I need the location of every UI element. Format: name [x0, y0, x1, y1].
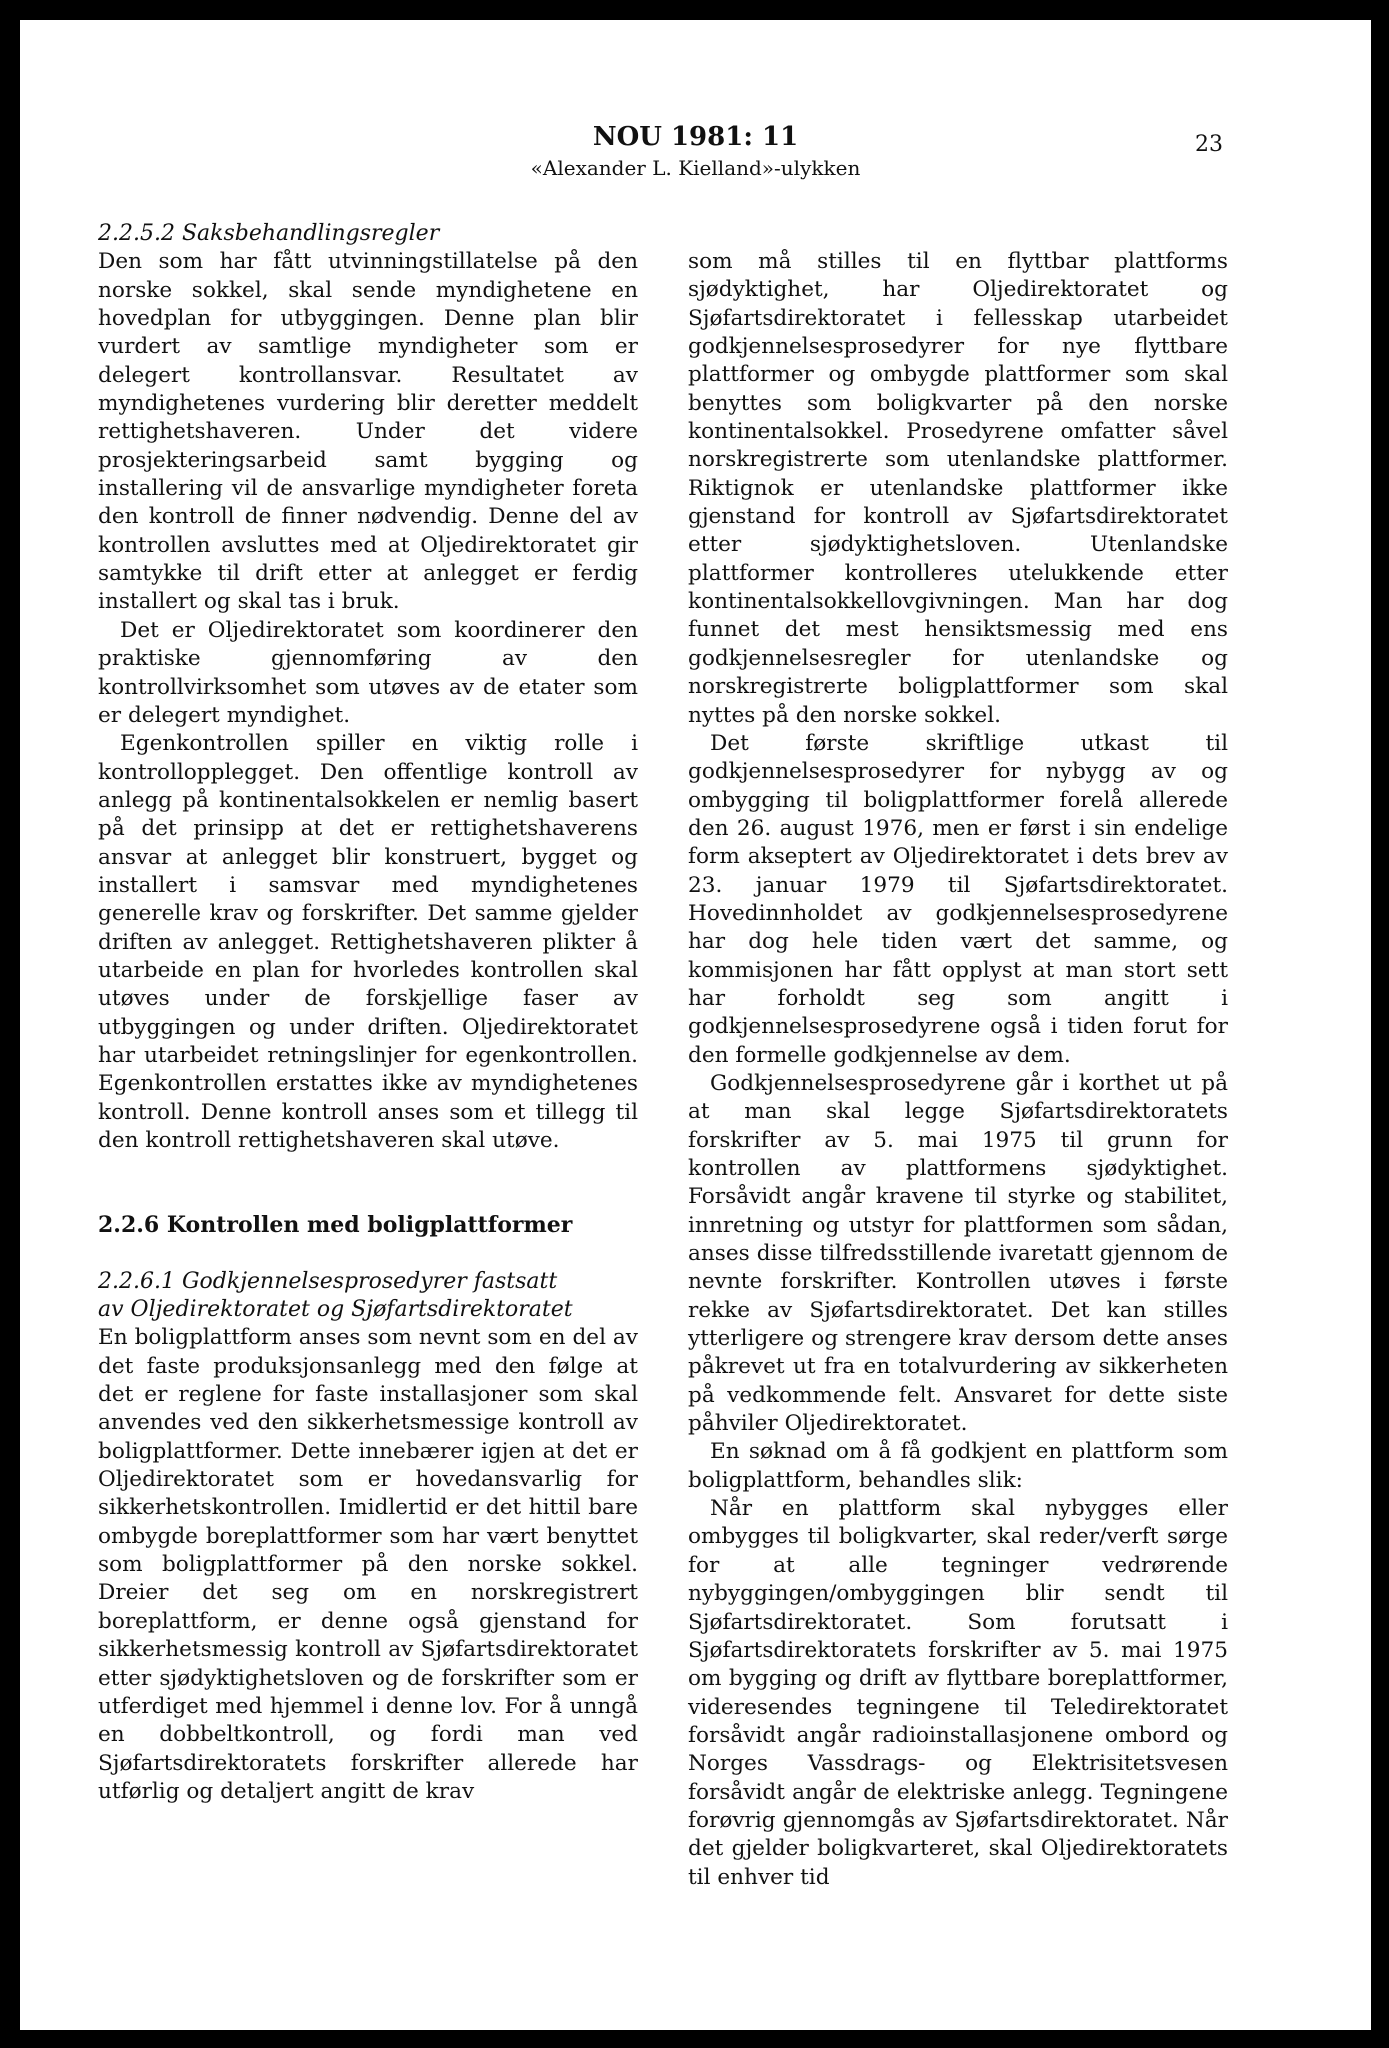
paragraph: Egenkontrollen spiller en viktig rolle i kontrollopplegget. Den offentlige kontroll av anlegg på kontinentalsokkelen er nemlig basert på det prinsipp at det er rettighetshaverens ansvar at anlegget blir konstruert, bygget og installert i samsvar med myndighetenes generelle krav og forskrifter. Det samme gjelder driften av anlegget. Rettighetshaveren plikter å utarbeide en plan for hvorledes kontrollen skal utøves under de forskjellige faser av utbyggingen og under driften. Oljedirektoratet har utarbeidet retningslinjer for egenkontrollen. Egenkontrollen erstattes ikke av myndighetenes kontroll. Denne kontroll anses som et tillegg til den kontroll rettighetshaveren skal utøve.: [98, 731, 638, 1153]
report-title: NOU 1981: 11: [592, 122, 799, 152]
report-subtitle: «Alexander L. Kielland»-ulykken: [530, 156, 861, 180]
paragraph: Godkjennelsesprosedyrene går i korthet ut på at man skal legge Sjøfartsdirektoratets forskrifter av 5. mai 1975 til grunn for kontrollen av plattformens sjødyktighet. Forsåvidt angår kravene til styrke og stabilitet, innretning og utstyr for plattformen som sådan, anses disse tilfredsstillende ivaretatt gjennom de nevnte forskrifter. Kontrollen utøves i første rekke av Sjøfartsdirektoratet. Det kan stilles ytterligere og strengere krav dersom dette anses påkrevet ut fra en totalvurdering av sikkerheten på vedkommende felt. Ansvaret for dette siste påhviler Oljedirektoratet.: [688, 1070, 1228, 1437]
paragraph: En søknad om å få godkjent en plattform som boligplattform, behandles slik:: [688, 1439, 1228, 1493]
paragraph: Det er Oljedirektoratet som koordinerer den praktiske gjennomføring av den kontrollvirksomhet som utøves av de etater som er delegert myndighet.: [98, 617, 638, 728]
paragraph: En boligplattform anses som nevnt som en del av det faste produksjonsanlegg med den følge at det er reglene for faste installasjoner som skal anvendes ved den sikkerhetsmessige kontroll av boligplattformer. Dette innebærer igjen at det er Oljedirektoratet som er hovedansvarlig for sikkerhetskontrollen. Imidlertid er det hittil bare ombygde boreplattformer som har vært benyttet som boligplattformer på den norske sokkel. Dreier det seg om en norskregistrert boreplattform, er denne også gjenstand for sikkerhetsmessig kontroll av Sjøfartsdirektoratet etter sjødyktighetsloven og de forskrifter som er utferdiget med hjemmel i denne lov. For å unngå en dobbeltkontroll, og fordi man ved Sjøfartsdirektoratets forskrifter allerede har utførlig og detaljert angitt de krav: [98, 1325, 638, 1804]
page-header: [20, 120, 1371, 182]
left-column: [98, 220, 638, 1806]
heading-2-2-5-2: 2.2.5.2 Saksbehandlingsregler: [98, 221, 440, 246]
page-number: 23: [1195, 132, 1223, 157]
heading-2-2-6-1-line1: 2.2.6.1 Godkjennelsesprosedyrer fastsatt: [98, 1268, 558, 1294]
document-page: [20, 20, 1371, 2030]
paragraph: som må stilles til en flyttbar plattforms sjødyktighet, har Oljedirektoratet og Sjøfartsdirektoratet i fellesskap utarbeidet godkjennelsesprosedyrer for nye flyttbare plattformer og ombygde plattformer som skal benyttes som boligkvarter på den norske kontinentalsokkel. Prosedyrene omfatter såvel norskregistrerte som utenlandske plattformer. Riktignok er utenlandske plattformer ikke gjenstand for kontroll av Sjøfartsdirektoratet etter sjødyktighetsloven. Utenlandske plattformer kontrolleres utelukkende etter kontinentalsokkellovgivningen. Man har dog funnet det mest hensiktsmessig med ens godkjennelsesregler for utenlandske og norskregistrerte boligplattformer som skal nyttes på den norske sokkel.: [688, 249, 1228, 728]
heading-2-2-6: 2.2.6 Kontrollen med boligplattformer: [98, 1212, 573, 1239]
right-column: [688, 248, 1228, 1892]
paragraph: Den som har fått utvinningstillatelse på den norske sokkel, skal sende myndighetene en hovedplan for utbyggingen. Denne plan blir vurdert av samtlige myndigheter som er delegert kontrollansvar. Resultatet av myndighetenes vurdering blir deretter meddelt rettighetshaveren. Under det videre prosjekteringsarbeid samt bygging og installering vil de ansvarlige myndigheter foreta den kontroll de finner nødvendig. Denne del av kontrollen avsluttes med at Oljedirektoratet gir samtykke til drift etter at anlegget er ferdig installert og skal tas i bruk.: [98, 249, 638, 615]
paragraph: Når en plattform skal nybygges eller ombygges til boligkvarter, skal reder/verft sørge for at alle tegninger vedrørende nybyggingen/ombyggingen blir sendt til Sjøfartsdirektoratet. Som forutsatt i Sjøfartsdirektoratets forskrifter av 5. mai 1975 om bygging og drift av flyttbare boreplattformer, videresendes tegningene til Teledirektoratet forsåvidt angår radioinstallasjonene ombord og Norges Vassdrags- og Elektrisitetsvesen forsåvidt angår de elektriske anlegg. Tegningene forøvrig gjennomgås av Sjøfartsdirektoratet. Når det gjelder boligkvarteret, skal Oljedirektoratets til enhver tid: [688, 1496, 1228, 1890]
paragraph: Det første skriftlige utkast til godkjennelsesprosedyrer for nybygg av og ombygging til boligplattformer forelå allerede den 26. august 1976, men er først i sin endelige form akseptert av Oljedirektoratet i dets brev av 23. januar 1979 til Sjøfartsdirektoratet. Hovedinnholdet av godkjennelsesprosedyrene har dog hele tiden vært det samme, og kommisjonen har fått opplyst at man stort sett har forholdt seg som angitt i godkjennelsesprosedyrene også i tiden forut for den formelle godkjennelse av dem.: [688, 730, 1228, 1068]
heading-2-2-6-1-line2: av Oljedirektoratet og Sjøfartsdirektoratet: [98, 1297, 573, 1323]
